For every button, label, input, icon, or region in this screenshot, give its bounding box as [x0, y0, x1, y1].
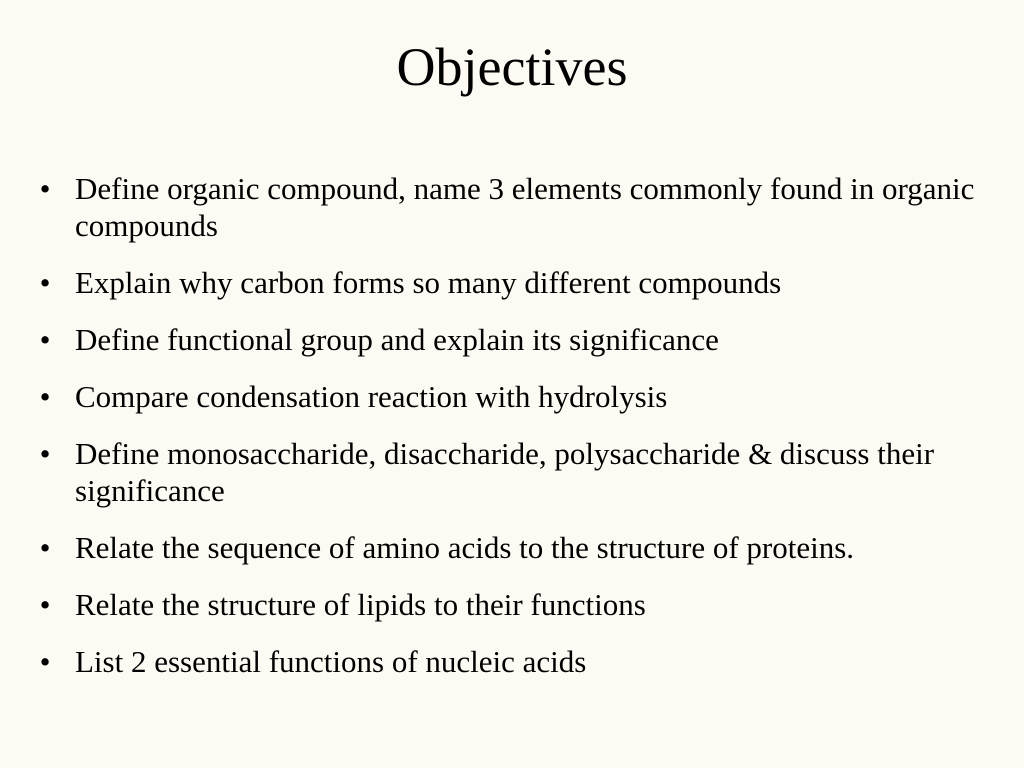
bullet-text: Compare condensation reaction with hydrolysis: [75, 379, 668, 414]
bullet-text: List 2 essential functions of nucleic acids: [75, 644, 587, 679]
bullet-icon: •: [39, 644, 51, 679]
list-item: [30, 643, 1005, 680]
list-item: [30, 529, 1005, 566]
list-item: [30, 170, 1005, 244]
slide-title: Objectives: [396, 37, 628, 97]
bullet-icon: •: [39, 171, 51, 206]
bullet-text: Relate the structure of lipids to their functions: [75, 587, 646, 622]
bullet-icon: •: [39, 587, 51, 622]
bullet-icon: •: [39, 322, 51, 357]
bullet-text: Define functional group and explain its significance: [75, 322, 719, 357]
bullet-text: Define monosaccharide, disaccharide, polysaccharide & discuss their significance: [75, 436, 935, 508]
bullet-icon: •: [39, 265, 51, 300]
bullet-icon: •: [39, 530, 51, 565]
bullet-text: Explain why carbon forms so many different compounds: [75, 265, 782, 300]
objectives-list: [30, 170, 1005, 700]
bullet-icon: •: [39, 436, 51, 471]
bullet-text: Relate the sequence of amino acids to the structure of proteins.: [75, 530, 855, 565]
list-item: [30, 264, 1005, 301]
list-item: [30, 586, 1005, 623]
list-item: [30, 321, 1005, 358]
bullet-text: Define organic compound, name 3 elements commonly found in organic compounds: [75, 171, 975, 243]
bullet-icon: •: [39, 379, 51, 414]
list-item: [30, 378, 1005, 415]
list-item: [30, 435, 1005, 509]
